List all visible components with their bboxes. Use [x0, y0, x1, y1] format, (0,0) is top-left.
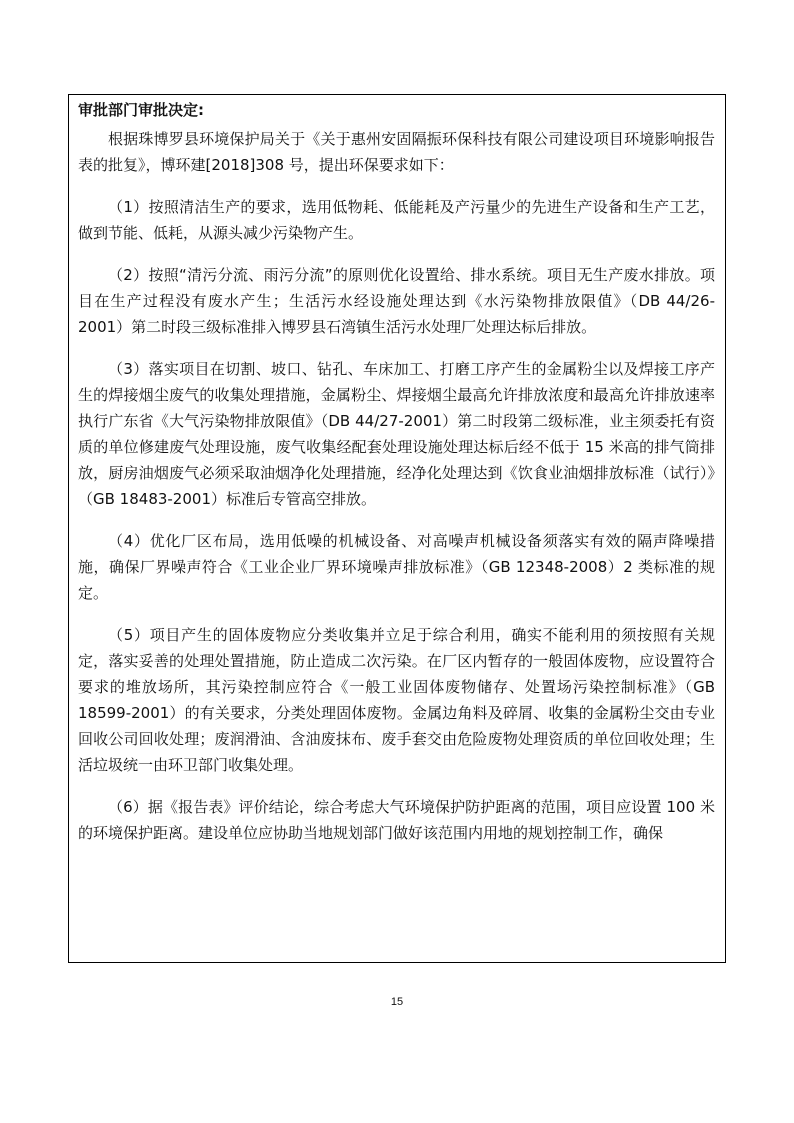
requirement-6-paragraph: （6）据《报告表》评价结论，综合考虑大气环境保护防护距离的范围，项目应设置 100 米的环境保护距离。建设单位应协助当地规划部门做好该范围内用地的规划控制工作，确保: [78, 798, 715, 842]
intro-paragraph: 根据珠博罗县环境保护局关于《关于惠州安固隔振环保科技有限公司建设项目环境影响报告表的批复》，博环建[2018]308 号，提出环保要求如下：: [78, 130, 715, 174]
requirement-4-paragraph: （4）优化厂区布局，选用低噪的机械设备、对高噪声机械设备须落实有效的隔声降噪措施，确保厂界噪声符合《工业企业厂界环境噪声排放标准》（GB 12348-2008）2 类标准的规定。: [78, 532, 715, 602]
requirement-5-paragraph: （5）项目产生的固体废物应分类收集并立足于综合利用，确实不能利用的须按照有关规定，落实妥善的处理处置措施，防止造成二次污染。在厂区内暂存的一般固体废物，应设置符合要求的堆放场所，其污染控制应符合《一般工业固体废物储存、处置场污染控制标准》（GB 18599-2001）的有关要求，分类处理固体废物。金属边角料及碎屑、收集的金属粉尘交由专业回收公司回收处理；废润滑油、含油废抹布、废手套交由危险废物处理资质的单位回收处理；生活垃圾统一由环卫部门收集处理。: [78, 626, 715, 774]
approval-decision-box: [68, 94, 726, 963]
approval-content: [69, 95, 725, 846]
requirement-1-paragraph: （1）按照清洁生产的要求，选用低物耗、低能耗及产污量少的先进生产设备和生产工艺，做到节能、低耗，从源头减少污染物产生。: [78, 198, 715, 242]
requirement-3-paragraph: （3）落实项目在切割、坡口、钻孔、车床加工、打磨工序产生的金属粉尘以及焊接工序产生的焊接烟尘废气的收集处理措施，金属粉尘、焊接烟尘最高允许排放浓度和最高允许排放速率执行广东省《大气污染物排放限值》（DB 44/27-2001）第二时段第二级标准，业主须委托有资质的单位修建废气处理设施，废气收集经配套处理设施处理达标后经不低于 15 米高的排气筒排放，厨房油烟废气必须采取油烟净化处理措施，经净化处理达到《饮食业油烟排放标准（试行）》（GB 18483-2001）标准后专管高空排放。: [78, 360, 715, 508]
page-number: 15: [390, 996, 404, 1008]
requirement-2-paragraph: （2）按照“清污分流、雨污分流”的原则优化设置给、排水系统。项目无生产废水排放。项目在生产过程没有废水产生；生活污水经设施处理达到《水污染物排放限值》（DB 44/26-2001）第二时段三级标准排入博罗县石湾镇生活污水处理厂处理达标后排放。: [78, 266, 715, 336]
section-heading: 审批部门审批决定:: [78, 101, 204, 119]
